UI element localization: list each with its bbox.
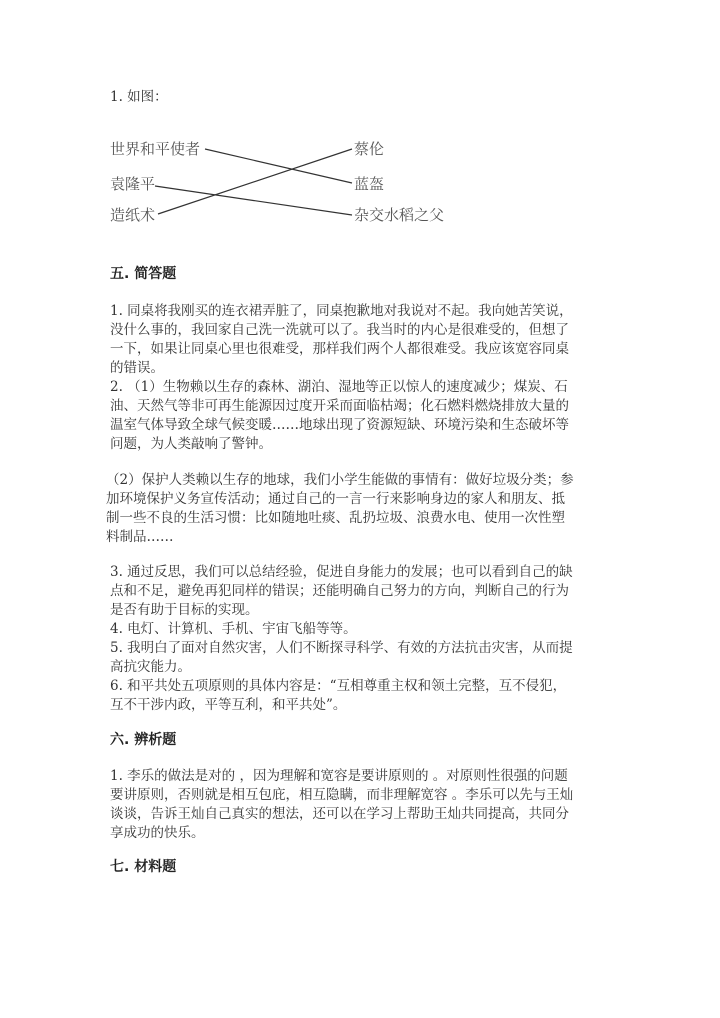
text-line: 一下，如果让同桌心里也很难受，那样我们两个人都很难受。我应该宽容同桌 [110, 341, 569, 357]
section-heading: 七. 材料题 [110, 859, 177, 875]
text-line: 的错误。 [110, 360, 164, 376]
answer-paragraph [110, 563, 630, 715]
answer-paragraph [110, 767, 630, 843]
question-1-intro: 1. 如图： [110, 89, 168, 105]
answer-paragraph [110, 378, 630, 454]
text-line: 料制品…… [106, 529, 174, 545]
text-line: 是否有助于目标的实现。 [110, 602, 259, 618]
text-line: （2）保护人类赖以生存的地球，我们小学生能做的事情有：做好垃圾分类；参 [106, 472, 574, 488]
text-line: 1. 同桌将我刚买的连衣裙弄脏了，同桌抱歉地对我说对不起。我向她苦笑说， [110, 303, 573, 319]
text-line: 没什么事的，我回家自己洗一洗就可以了。我当时的内心是很难受的，但想了 [110, 322, 569, 338]
match-line-yuan-hybrid-rice [155, 186, 352, 215]
match-right-item: 蓝盔 [354, 175, 385, 193]
text-line: 高抗灾能力。 [110, 659, 191, 675]
text-line: 问题，为人类敲响了警钟。 [110, 436, 272, 452]
text-line: 6. 和平共处五项原则的具体内容是：“互相尊重主权和领土完整，互不侵犯， [110, 678, 567, 694]
text-line: 3. 通过反思，我们可以总结经验，促进自身能力的发展；也可以看到自己的缺 [110, 564, 573, 580]
section-heading: 五. 简答题 [110, 266, 177, 282]
text-line: 制一些不良的生活习惯：比如随地吐痰、乱扔垃圾、浪费水电、使用一次性塑 [106, 510, 565, 526]
text-line: 点和不足，避免再犯同样的错误；还能明确自己努力的方向，判断自己的行为 [110, 583, 569, 599]
answer-paragraph [106, 471, 626, 547]
match-line-peace-envoy-bluehelmet [205, 149, 352, 183]
match-line-papermaking-cailun [158, 149, 352, 214]
text-line: 温室气体导致全球气候变暖……地球出现了资源短缺、环境污染和生态破坏等 [110, 417, 569, 433]
text-line: 油、天然气等非可再生能源因过度开采而面临枯竭；化石燃料燃烧排放大量的 [110, 398, 569, 414]
text-line: 加环境保护义务宣传活动；通过自己的一言一行来影响身边的家人和朋友、抵 [106, 491, 565, 507]
text-line: 4. 电灯、计算机、手机、宇宙飞船等等。 [110, 621, 357, 637]
text-line: 享成功的快乐。 [110, 825, 205, 841]
text-line: 要讲原则，否则就是相互包庇，相互隐瞒，而非理解宽容 。李乐可以先与王灿 [110, 787, 574, 803]
text-line: 2. （1）生物赖以生存的森林、湖泊、湿地等正以惊人的速度减少；煤炭、石 [110, 379, 568, 395]
match-left-item: 造纸术 [110, 206, 156, 224]
answer-paragraph [110, 302, 630, 378]
match-left-item: 世界和平使者 [110, 140, 201, 158]
text-line: 1. 李乐的做法是对的 ，因为理解和宽容是要讲原则的 。对原则性很强的问题 [110, 768, 568, 784]
match-right-item: 蔡伦 [354, 140, 385, 158]
match-right-item: 杂交水稻之父 [354, 206, 445, 224]
match-left-item: 袁隆平 [110, 175, 156, 193]
text-line: 互不干涉内政，平等互利，和平共处”。 [110, 697, 347, 713]
section-heading: 六. 辨析题 [110, 732, 177, 748]
text-line: 5. 我明白了面对自然灾害，人们不断探寻科学、有效的方法抗击灾害，从而提 [110, 640, 573, 656]
text-line: 谈谈，告诉王灿自己真实的想法，还可以在学习上帮助王灿共同提高，共同分 [110, 806, 569, 822]
